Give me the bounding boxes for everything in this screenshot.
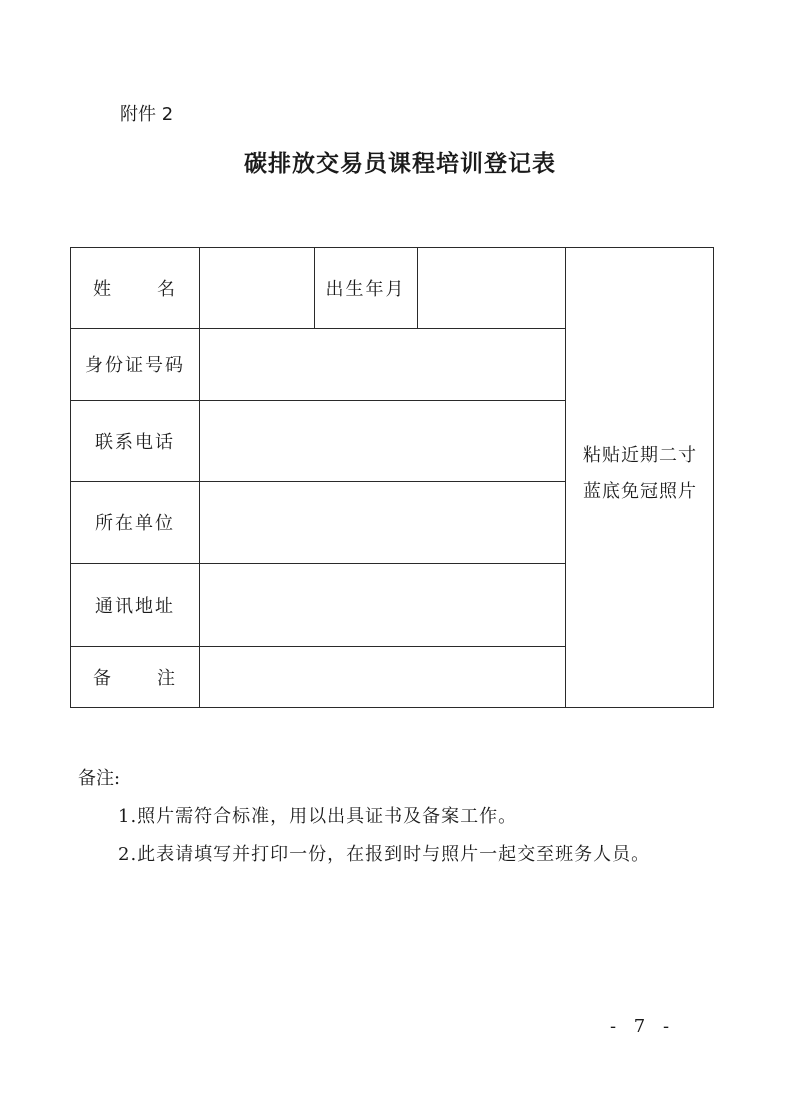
notes-heading: 备注:	[78, 768, 121, 789]
remark-label-char-2: 注	[157, 667, 177, 689]
attachment-label: 附件 2	[120, 104, 174, 125]
note-item: 1.照片需符合标准，用以出具证书及备案工作。	[118, 806, 518, 827]
column-divider	[565, 248, 566, 707]
id-number-label: 身份证号码	[85, 355, 185, 376]
remark-label-char-1: 备	[93, 667, 113, 689]
photo-placeholder	[567, 438, 713, 510]
column-divider	[417, 248, 418, 328]
name-label	[71, 248, 199, 328]
page-title: 碳排放交易员课程培训登记表	[244, 151, 556, 177]
registration-form-table	[70, 247, 714, 708]
organization-label: 所在单位	[95, 513, 175, 534]
photo-instruction-line-2: 蓝底免冠照片	[583, 481, 697, 502]
remark-label	[71, 646, 199, 707]
birth-label: 出生年月	[325, 279, 406, 300]
notes-section	[78, 760, 650, 874]
phone-label: 联系电话	[95, 431, 175, 453]
address-label: 通讯地址	[95, 595, 175, 617]
page-number: - 7 -	[610, 1016, 676, 1037]
name-label-char-1: 姓	[93, 279, 113, 300]
note-item: 2.此表请填写并打印一份，在报到时与照片一起交至班务人员。	[118, 844, 651, 865]
column-divider	[199, 248, 200, 707]
name-label-char-2: 名	[157, 279, 177, 300]
photo-instruction-line-1: 粘贴近期二寸	[583, 445, 697, 466]
